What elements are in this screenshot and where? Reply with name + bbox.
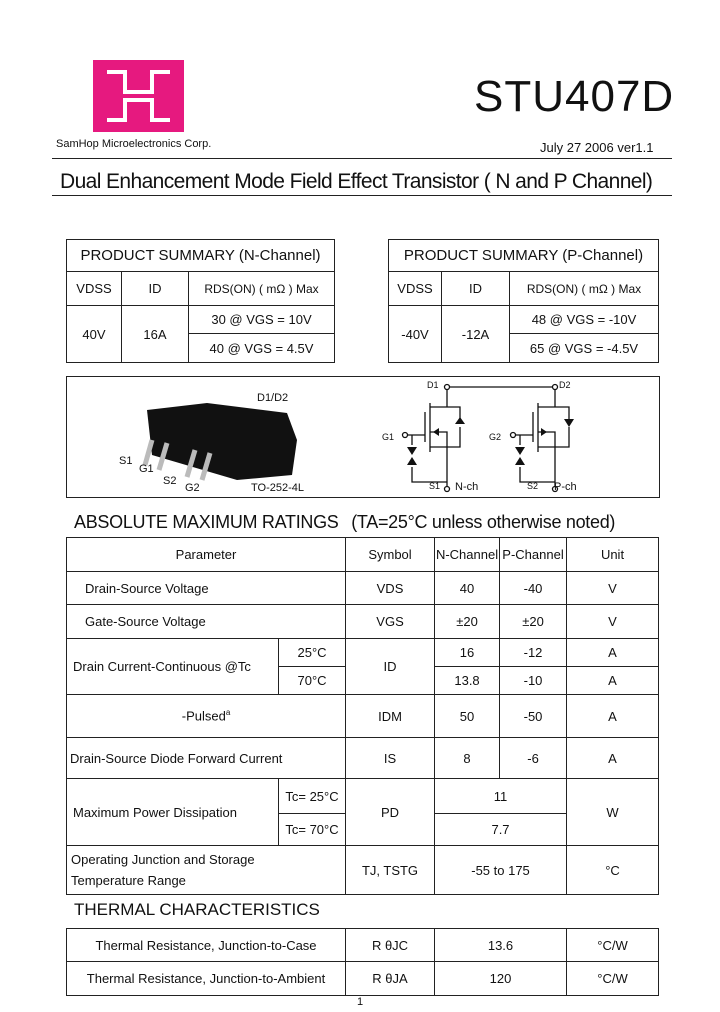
- footnote-mark: a: [225, 708, 231, 718]
- table-row: [67, 605, 659, 639]
- label-s2: S2: [527, 481, 539, 491]
- summary-title: PRODUCT SUMMARY (N-Channel): [67, 240, 335, 272]
- h-vdss: VDSS: [389, 272, 442, 306]
- n-value: 8: [435, 738, 500, 779]
- param: Maximum Power Dissipation: [67, 779, 279, 846]
- param-line2: Temperature Range: [71, 873, 186, 888]
- table-header-row: [67, 538, 659, 572]
- rds2: 40 @ VGS = 4.5V: [189, 334, 335, 363]
- rds2: 65 @ VGS = -4.5V: [510, 334, 659, 363]
- param: [67, 695, 346, 738]
- label-d1: D1: [427, 380, 439, 390]
- param-text: -Pulsed: [181, 708, 226, 724]
- table-row: [67, 846, 659, 895]
- table-row: [67, 695, 659, 738]
- condition: Tc= 70°C: [279, 814, 346, 846]
- n-value: 16: [435, 639, 500, 667]
- h-param: Parameter: [67, 538, 346, 572]
- symbol: PD: [346, 779, 435, 846]
- product-summary-p: [388, 239, 659, 363]
- rds1: 30 @ VGS = 10V: [189, 306, 335, 334]
- h-vdss: VDSS: [67, 272, 122, 306]
- p-value: -40: [500, 572, 567, 605]
- p-value: -10: [500, 667, 567, 695]
- id: 16A: [122, 306, 189, 363]
- value: -55 to 175: [435, 846, 567, 895]
- pkg-label: D1/D2: [257, 392, 289, 404]
- param: Drain-Source Diode Forward Current: [67, 738, 346, 779]
- param: Drain Current-Continuous @Tc: [67, 639, 279, 695]
- pin-s2: S2: [163, 475, 177, 487]
- label-s1: S1: [429, 481, 441, 491]
- h-unit: Unit: [567, 538, 659, 572]
- unit: W: [567, 779, 659, 846]
- package-figure: [66, 376, 660, 498]
- condition: 25°C: [279, 639, 346, 667]
- table-row: [67, 639, 659, 667]
- package-name: TO-252-4L: [251, 482, 304, 494]
- symbol: R θJC: [346, 929, 435, 962]
- condition: Tc= 25°C: [279, 779, 346, 814]
- label-g1: G1: [382, 432, 395, 442]
- date-version: July 27 2006 ver1.1: [540, 140, 654, 155]
- table-row: [67, 779, 659, 814]
- unit: V: [567, 605, 659, 639]
- pin-g1: G1: [139, 463, 154, 475]
- samhop-logo: [93, 60, 184, 132]
- divider-bottom: [52, 195, 672, 196]
- divider-top: [52, 158, 672, 159]
- pin-s1: S1: [119, 455, 133, 467]
- pin-g2: G2: [185, 482, 200, 494]
- abs-max-heading: [74, 512, 615, 533]
- label-nch: N-ch: [455, 481, 479, 493]
- h-id: ID: [122, 272, 189, 306]
- n-value: 13.8: [435, 667, 500, 695]
- p-value: -50: [500, 695, 567, 738]
- n-value: 50: [435, 695, 500, 738]
- unit: °C/W: [567, 929, 659, 962]
- company-name: SamHop Microelectronics Corp.: [56, 138, 212, 150]
- unit: A: [567, 667, 659, 695]
- id: -12A: [442, 306, 510, 363]
- symbol: TJ, TSTG: [346, 846, 435, 895]
- symbol: IDM: [346, 695, 435, 738]
- param: [67, 846, 346, 895]
- h-id: ID: [442, 272, 510, 306]
- unit: °C: [567, 846, 659, 895]
- h-rds: RDS(ON) ( mΩ ) Max: [189, 272, 335, 306]
- h-rds: RDS(ON) ( mΩ ) Max: [510, 272, 659, 306]
- symbol: ID: [346, 639, 435, 695]
- label-pch: P-ch: [554, 481, 577, 493]
- p-value: -12: [500, 639, 567, 667]
- value: 13.6: [435, 929, 567, 962]
- value: 11: [435, 779, 567, 814]
- unit: V: [567, 572, 659, 605]
- label-g2: G2: [489, 432, 502, 442]
- unit: A: [567, 695, 659, 738]
- symbol: VGS: [346, 605, 435, 639]
- param: Thermal Resistance, Junction-to-Ambient: [67, 962, 346, 996]
- table-row: [67, 929, 659, 962]
- n-value: ±20: [435, 605, 500, 639]
- page-number: 1: [357, 996, 364, 1008]
- condition: 70°C: [279, 667, 346, 695]
- abs-max-title: ABSOLUTE MAXIMUM RATINGS: [74, 512, 339, 532]
- symbol: R θJA: [346, 962, 435, 996]
- thermal-table: [66, 928, 659, 996]
- p-value: ±20: [500, 605, 567, 639]
- summary-title: PRODUCT SUMMARY (P-Channel): [389, 240, 659, 272]
- product-summary-n: [66, 239, 335, 363]
- param: Drain-Source Voltage: [67, 572, 346, 605]
- vdss: -40V: [389, 306, 442, 363]
- h-n: N-Channel: [435, 538, 500, 572]
- p-value: -6: [500, 738, 567, 779]
- h-symbol: Symbol: [346, 538, 435, 572]
- table-row: [67, 572, 659, 605]
- label-d2: D2: [559, 380, 571, 390]
- vdss: 40V: [67, 306, 122, 363]
- table-row: [67, 962, 659, 996]
- unit: A: [567, 639, 659, 667]
- h-p: P-Channel: [500, 538, 567, 572]
- rds1: 48 @ VGS = -10V: [510, 306, 659, 334]
- param-line1: Operating Junction and Storage: [71, 852, 255, 867]
- table-row: [67, 738, 659, 779]
- value: 7.7: [435, 814, 567, 846]
- param: Gate-Source Voltage: [67, 605, 346, 639]
- abs-max-table: [66, 537, 659, 895]
- part-number: STU407D: [474, 72, 675, 121]
- unit: A: [567, 738, 659, 779]
- thermal-heading: THERMAL CHARACTERISTICS: [74, 900, 320, 919]
- param: Thermal Resistance, Junction-to-Case: [67, 929, 346, 962]
- symbol: IS: [346, 738, 435, 779]
- symbol: VDS: [346, 572, 435, 605]
- value: 120: [435, 962, 567, 996]
- n-value: 40: [435, 572, 500, 605]
- unit: °C/W: [567, 962, 659, 996]
- abs-max-condition: (TA=25°C unless otherwise noted): [351, 512, 616, 532]
- document-title: Dual Enhancement Mode Field Effect Transistor ( N and P Channel): [60, 170, 653, 193]
